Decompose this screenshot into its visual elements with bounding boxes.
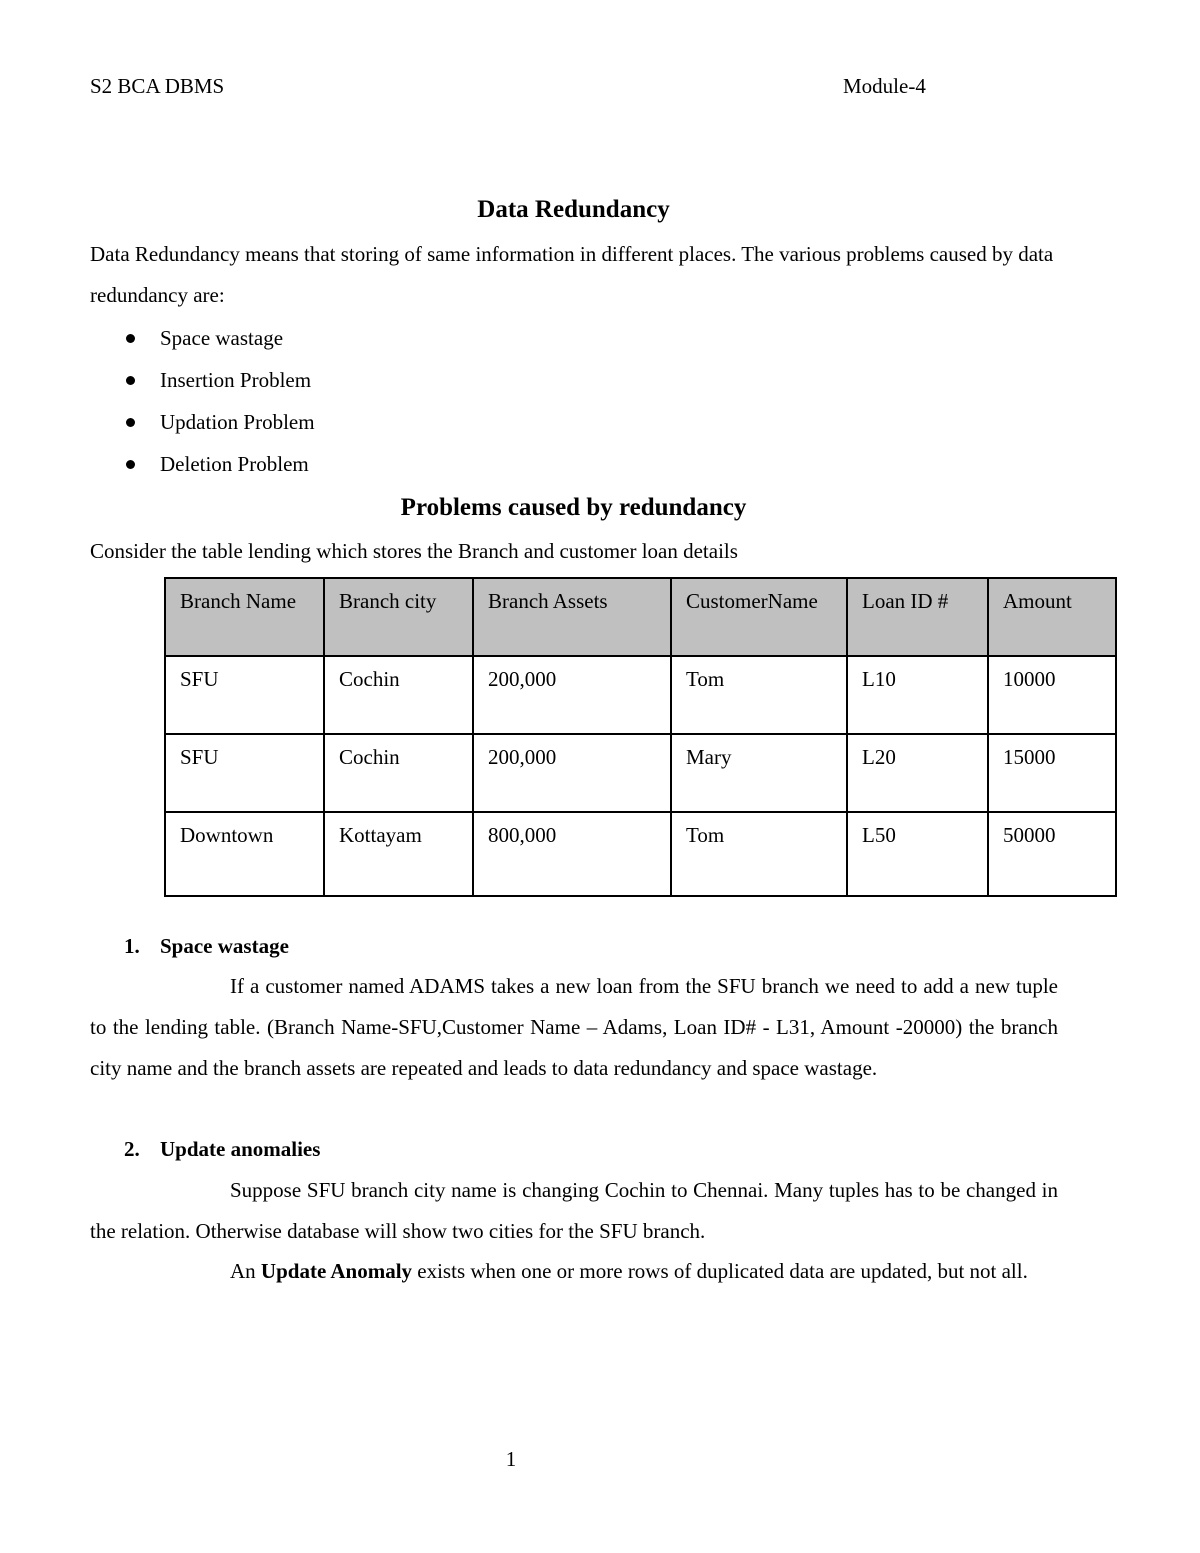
- update-anomalies-paragraph: Suppose SFU branch city name is changing Cochin to Chennai. Many tuples has to be changed in the relation. Otherwise database will show two cities for the SFU branch.: [90, 1178, 1058, 1243]
- table-cell: SFU: [165, 734, 324, 812]
- section-heading-update-anomalies: [124, 1137, 320, 1162]
- table-cell: Tom: [671, 656, 847, 734]
- column-header: Branch Assets: [473, 578, 671, 656]
- table-cell: 200,000: [473, 656, 671, 734]
- bullet-icon: [126, 418, 135, 427]
- list-item: Updation Problem: [90, 401, 315, 443]
- column-header: Loan ID #: [847, 578, 988, 656]
- column-header: Branch city: [324, 578, 473, 656]
- table-cell: 15000: [988, 734, 1116, 812]
- header-course: S2 BCA DBMS: [90, 74, 225, 98]
- table-cell: SFU: [165, 656, 324, 734]
- table-cell: 200,000: [473, 734, 671, 812]
- table-cell: Kottayam: [324, 812, 473, 896]
- table-cell: 50000: [988, 812, 1116, 896]
- table-header-row: [165, 578, 1116, 656]
- heading-problems-caused: Problems caused by redundancy: [400, 494, 747, 521]
- section-title: Update anomalies: [160, 1137, 321, 1161]
- intro-paragraph: Data Redundancy means that storing of same information in different places. The various problems caused by data redundancy are:: [90, 242, 1054, 307]
- table-cell: 10000: [988, 656, 1116, 734]
- table-cell: 800,000: [473, 812, 671, 896]
- table-row: [165, 734, 1116, 812]
- section-number: 2.: [124, 1137, 140, 1161]
- list-item: Space wastage: [90, 317, 315, 359]
- table-cell: Mary: [671, 734, 847, 812]
- table-row: [165, 656, 1116, 734]
- list-item: Insertion Problem: [90, 359, 315, 401]
- table-row: [165, 812, 1116, 896]
- column-header: Amount: [988, 578, 1116, 656]
- problem-list: [90, 317, 315, 485]
- table-cell: Cochin: [324, 734, 473, 812]
- bullet-icon: [126, 460, 135, 469]
- table-cell: L20: [847, 734, 988, 812]
- column-header: Branch Name: [165, 578, 324, 656]
- section-heading-space-wastage: [124, 934, 289, 959]
- bullet-icon: [126, 376, 135, 385]
- list-item: Deletion Problem: [90, 443, 315, 485]
- header-module: Module-4: [843, 74, 926, 98]
- table-cell: L10: [847, 656, 988, 734]
- lending-table: [164, 577, 1117, 897]
- column-header: CustomerName: [671, 578, 847, 656]
- table-cell: Cochin: [324, 656, 473, 734]
- table-cell: L50: [847, 812, 988, 896]
- section-number: 1.: [124, 934, 140, 958]
- table-cell: Tom: [671, 812, 847, 896]
- space-wastage-paragraph: If a customer named ADAMS takes a new loan from the SFU branch we need to add a new tuple to the lending table. (Branch Name-SFU,Customer Name – Adams, Loan ID# - L31, Amount -20000) the branch city name and the branch assets are repeated and leads to data redundancy and space wastage.: [90, 974, 1058, 1080]
- heading-data-redundancy: Data Redundancy: [477, 196, 670, 223]
- bullet-icon: [126, 334, 135, 343]
- table-cell: Downtown: [165, 812, 324, 896]
- update-anomaly-definition: An Update Anomaly exists when one or more rows of duplicated data are updated, but not all.: [230, 1259, 1028, 1283]
- table-intro-paragraph: Consider the table lending which stores the Branch and customer loan details: [90, 539, 738, 563]
- update-anomaly-term: Update Anomaly: [260, 1259, 413, 1283]
- page-number: 1: [505, 1447, 517, 1471]
- section-title: Space wastage: [160, 934, 289, 958]
